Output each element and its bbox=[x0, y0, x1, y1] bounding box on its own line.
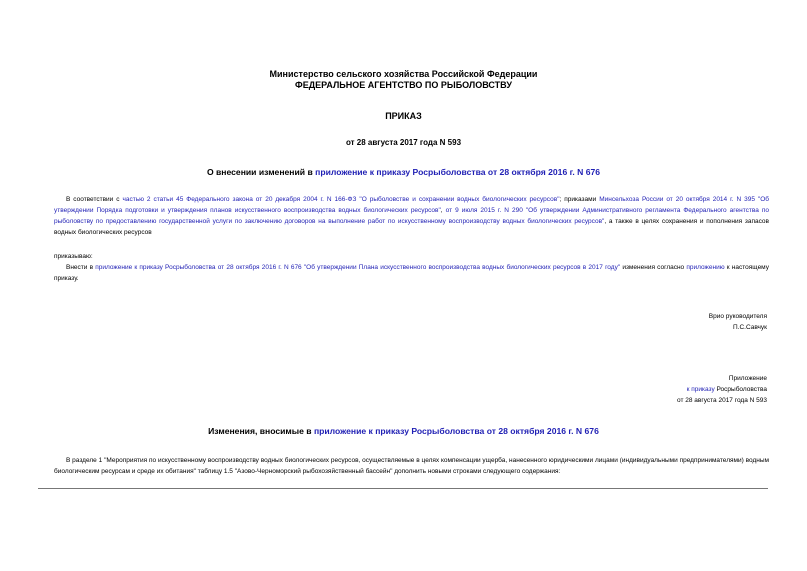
appendix-link[interactable]: приложению bbox=[686, 264, 725, 271]
document-title bbox=[0, 167, 807, 177]
regulation-link[interactable]: от 9 июля 2015 г. N 290 "Об утверждении Административного регламента Федерального агентства по рыболовству по предоставлению государственной услуги по заключению договоров на выполнение работ по искусственному воспроизводству водных биологических ресурсов" bbox=[54, 207, 769, 225]
preamble-text-1: В соответствии с bbox=[66, 196, 123, 203]
title-prefix: О внесении изменений в bbox=[206, 167, 316, 177]
order-text-2: изменения согласно bbox=[620, 264, 687, 271]
ministry-heading: Министерство сельского хозяйства Российской Федерации bbox=[269, 69, 538, 79]
changes-title-prefix: Изменения, вносимые в bbox=[208, 426, 314, 436]
order-text-3: к настоящему приказу. bbox=[54, 264, 769, 282]
changes-title bbox=[0, 426, 807, 436]
signature-position: Врио руководителя bbox=[708, 313, 767, 320]
appendix-order-ref-link[interactable]: к приказу bbox=[686, 386, 715, 393]
divider-line bbox=[38, 488, 768, 489]
signature-name: П.С.Савчук bbox=[732, 324, 767, 331]
preamble-text-3: , bbox=[440, 207, 446, 214]
preamble-paragraph bbox=[54, 194, 769, 238]
order-date: от 28 августа 2017 года N 593 bbox=[345, 138, 462, 147]
order-paragraph bbox=[54, 262, 769, 284]
minselkhoz-order-link[interactable]: Минсельхоза России от 20 октября 2014 г. N 395 "Об утверждении Порядка подготовки и утверждения планов искусственного воспроизводства водных биологических ресурсов" bbox=[54, 196, 770, 214]
preamble-text-2: ; приказами bbox=[559, 196, 600, 203]
appendix-label: Приложение bbox=[728, 375, 767, 382]
orders-word: приказываю: bbox=[54, 253, 93, 260]
appendix-date: от 28 августа 2017 года N 593 bbox=[676, 397, 767, 404]
title-link[interactable]: приложение к приказу Росрыболовства от 28 октября 2016 г. N 676 bbox=[315, 167, 601, 177]
appendix-order-link[interactable]: приложение к приказу Росрыболовства от 28 октября 2016 г. N 676 "Об утверждении Плана искусственного воспроизводства водных биологических ресурсов в 2017 году" bbox=[95, 264, 621, 271]
law-link[interactable]: частью 2 статьи 45 Федерального закона от 20 декабря 2004 г. N 166-ФЗ "О рыболовстве и сохранении водных биологических ресурсов" bbox=[122, 196, 560, 203]
preamble-text-4: , а также в целях сохранения и пополнения запасов водных биологических ресурсов bbox=[54, 218, 770, 236]
order-text-1: Внести в bbox=[66, 264, 96, 271]
order-heading: ПРИКАЗ bbox=[385, 111, 422, 121]
changes-title-link[interactable]: приложение к приказу Росрыболовства от 28 октября 2016 г. N 676 bbox=[313, 426, 599, 436]
appendix-reference bbox=[687, 384, 767, 395]
appendix-reference-rest: Росрыболовства bbox=[714, 386, 767, 393]
agency-heading: ФЕДЕРАЛЬНОЕ АГЕНТСТВО ПО РЫБОЛОВСТВУ bbox=[295, 80, 512, 90]
changes-paragraph: В разделе 1 "Мероприятия по искусственному воспроизводству водных биологических ресурсов, осуществляемые в целях компенсации ущерба, нанесенного юридическими лицами (индивидуальными предпринимателями) водным биологическим ресурсам и среде их обитания" таблицу 1.5 "Азово-Черноморский рыбохозяйственный бассейн" дополнить новыми строками следующего содержания: bbox=[54, 457, 769, 475]
